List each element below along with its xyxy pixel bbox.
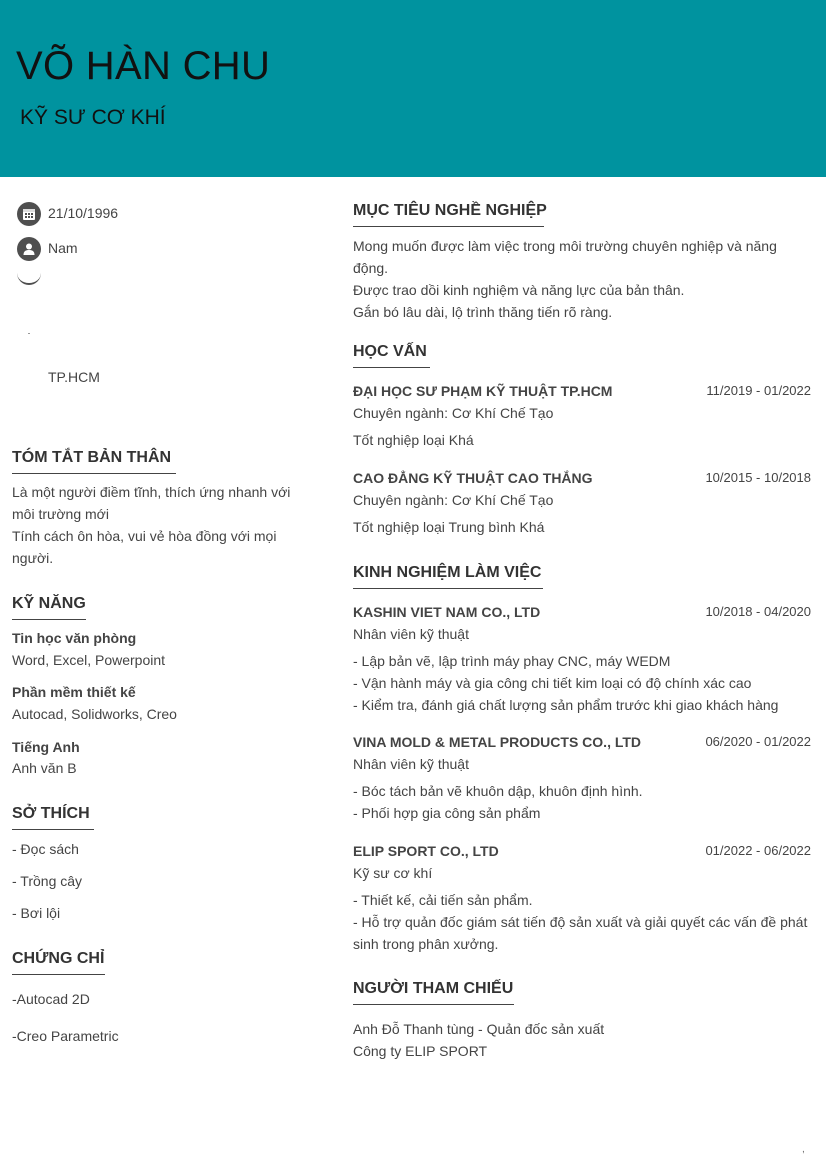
references-text: Anh Đỗ Thanh tùng - Quản đốc sản xuất Công ty ELIP SPORT <box>353 1021 605 1059</box>
experience-date: 10/2018 - 04/2020 <box>705 604 811 619</box>
education-result: Tốt nghiệp loại Trung bình Khá <box>353 519 545 535</box>
job-position: Kỹ sư cơ khí <box>353 865 433 881</box>
page-marker: , <box>802 1144 805 1155</box>
gender-value: Nam <box>48 240 78 256</box>
summary-heading: TÓM TẮT BẢN THÂN <box>12 449 176 474</box>
phone-icon <box>17 273 41 299</box>
email-icon <box>28 333 30 334</box>
certificates-heading: CHỨNG CHỈ <box>12 950 105 975</box>
company-name: VINA MOLD & METAL PRODUCTS CO., LTD <box>353 734 642 750</box>
skill-name: Tin học văn phòng <box>12 630 137 646</box>
hobby-item: - Trồng cây <box>12 873 83 889</box>
hobby-item: - Bơi lội <box>12 905 61 921</box>
candidate-title: KỸ SƯ CƠ KHÍ <box>20 106 166 129</box>
skill-detail: Autocad, Solidworks, Creo <box>12 706 177 722</box>
skill-detail: Word, Excel, Powerpoint <box>12 652 166 668</box>
certificate-item: -Creo Parametric <box>12 1028 119 1044</box>
skill-detail: Anh văn B <box>12 760 77 776</box>
company-name: ELIP SPORT CO., LTD <box>353 843 499 859</box>
education-major: Chuyên ngành: Cơ Khí Chế Tạo <box>353 492 554 508</box>
education-major: Chuyên ngành: Cơ Khí Chế Tạo <box>353 405 554 421</box>
experience-heading: KINH NGHIỆM LÀM VIỆC <box>353 564 543 589</box>
skills-heading: KỸ NĂNG <box>12 595 86 620</box>
skill-name: Phần mềm thiết kế <box>12 684 136 700</box>
candidate-name: VÕ HÀN CHU <box>16 44 271 88</box>
skill-name: Tiếng Anh <box>12 739 80 755</box>
header-banner <box>0 0 826 177</box>
hobby-item: - Đọc sách <box>12 841 79 857</box>
calendar-icon <box>17 202 41 226</box>
references-heading: NGƯỜI THAM CHIẾU <box>353 980 514 1005</box>
objective-heading: MỤC TIÊU NGHỀ NGHIỆP <box>353 202 544 227</box>
education-heading: HỌC VẤN <box>353 343 430 368</box>
address-value: TP.HCM <box>48 369 100 385</box>
education-date: 10/2015 - 10/2018 <box>705 470 811 485</box>
job-tasks: - Lập bản vẽ, lập trình máy phay CNC, máy WEDM - Vận hành máy và gia công chi tiết kim loại có độ chính xác cao - Kiểm tra, đánh giá chất lượng sản phẩm trước khi giao khách hàng <box>353 653 779 713</box>
job-position: Nhân viên kỹ thuật <box>353 626 469 642</box>
school-name: ĐẠI HỌC SƯ PHẠM KỸ THUẬT TP.HCM <box>353 383 613 399</box>
objective-text: Mong muốn được làm việc trong môi trường chuyên nghiệp và năng động. Được trao dồi kinh nghiệm và năng lực của bản thân. Gắn bó lâu dài, lộ trình thăng tiến rõ ràng. <box>353 238 777 320</box>
hobbies-heading: SỞ THÍCH <box>12 805 94 830</box>
dob-value: 21/10/1996 <box>48 205 119 221</box>
job-position: Nhân viên kỹ thuật <box>353 756 469 772</box>
user-icon <box>17 237 41 261</box>
company-name: KASHIN VIET NAM CO., LTD <box>353 604 541 620</box>
experience-date: 01/2022 - 06/2022 <box>705 843 811 858</box>
education-result: Tốt nghiệp loại Khá <box>353 432 474 448</box>
experience-date: 06/2020 - 01/2022 <box>705 734 811 749</box>
certificate-item: -Autocad 2D <box>12 991 90 1007</box>
school-name: CAO ĐẲNG KỸ THUẬT CAO THẮNG <box>353 470 593 486</box>
summary-text: Là một người điềm tĩnh, thích ứng nhanh với môi trường mới Tính cách ôn hòa, vui vẻ hòa đồng với mọi người. <box>12 484 291 566</box>
job-tasks: - Bóc tách bản vẽ khuôn dập, khuôn định hình. - Phối hợp gia công sản phẩm <box>353 783 643 821</box>
job-tasks: - Thiết kế, cải tiến sản phẩm. - Hỗ trợ quản đốc giám sát tiến độ sản xuất và giải quyết các vấn đề phát sinh trong phân xưởng. <box>353 892 808 952</box>
education-date: 11/2019 - 01/2022 <box>706 383 811 398</box>
